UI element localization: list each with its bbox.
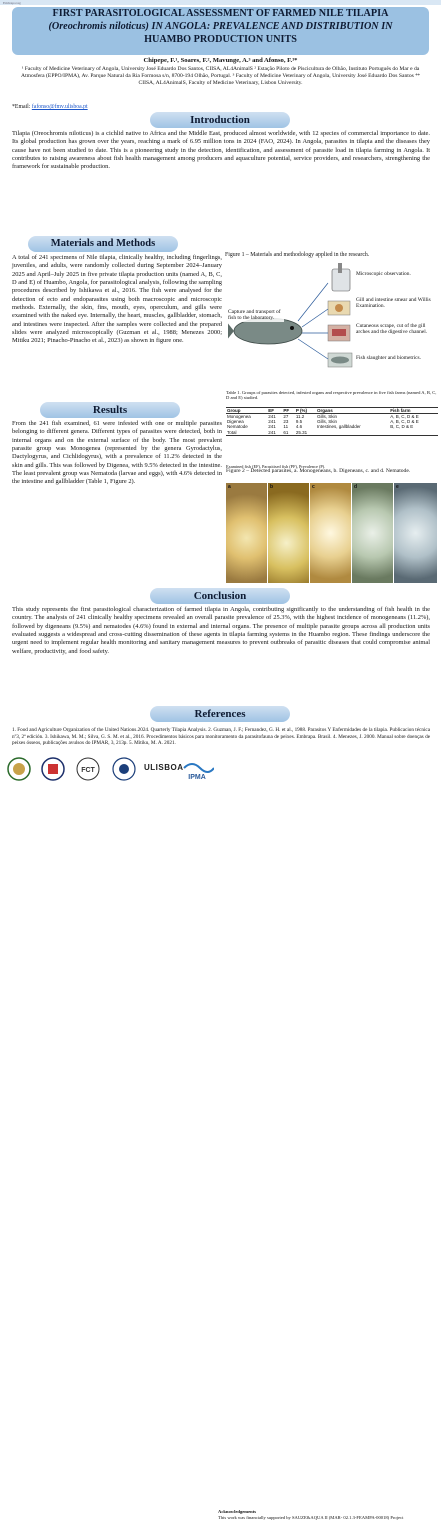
table-row-total: Total 241 61 25.31	[226, 430, 438, 436]
ack-title: Acknowledgements	[218, 1509, 257, 1514]
fish-tail	[228, 321, 234, 341]
methods-heading: Materials and Methods	[28, 236, 178, 252]
figure1-caption: Figure 1 – Materials and methodology applied in the research.	[225, 252, 370, 258]
methodology-diagram	[228, 261, 438, 383]
photo-digenean: b	[268, 483, 309, 583]
table-row: Digenea 241 23 9.5 Gills, Skin A, B, C, D & E	[227, 419, 419, 425]
figure2-caption: Figure 2 – Detected parasites, a. Monogeneans, b. Digeneans, c. and d. Nematode.	[226, 468, 411, 474]
col-p: P (%)	[295, 408, 316, 414]
col-pf: PF	[282, 408, 294, 414]
ulisboa-logo: ULISBOA	[144, 763, 184, 772]
arrow-to-smear	[302, 309, 328, 327]
fish-illustration	[234, 318, 302, 344]
step-microscopy: Microscopic observation.	[356, 271, 411, 277]
top-band	[0, 0, 441, 5]
figure1-diagram	[228, 261, 438, 383]
methods-text: A total of 241 specimens of Nile tilapia, clinically healthy, including fingerlings, juveniles, and adults, were randomly collected during September 2024–January 2025 and April–July 2025 in five private tilapia production units (named A, B, C, D and E) of Huambo, Angola, for parasitological analysis, following the sampling procedures described by Ishikawa et al., 2016. The fish were analysed for the detection of ecto and endoparasites using both macroscopic and microscopic methods. Externally, the skin, fins, mouth, eyes, operculum, and gills were examined with the naked eye. Internally, the heart, muscles, gallbladder, stomach, and intestines were inspected. After the samples were collected and the prepared slides were analyzed microscopically (Guzman et al., 1988; Menezes 2000; Mitiku 2021; Pinacho-Pinacho et al., 2023) as shown in figure one.	[12, 254, 222, 345]
fmv-uan-logo	[4, 756, 34, 782]
results-text: From the 241 fish examined, 61 were infested with one or multiple parasites belonging to different genera. Different types of parasites were detected, both in internal organs and on the external surface of the body. The most prevalent parasite group was Monogenea (represented by the genera Gyrodactylus, Dactylogyrus, and Cichlidogyrus), with a prevalence of 11.2% detected in the skin and gills. This was followed by Digenea, with 9.5% detected in the intestine. The least prevalent group was Nematoda (larvae and eggs), with 4.6% detected in the intestine and gallbladder (Table 1, Figure 2).	[12, 420, 222, 486]
contact-email	[12, 104, 88, 110]
photo-nematode: e	[394, 483, 437, 583]
step-smear: Gill and intestine smear and Willis Examination.	[356, 297, 431, 310]
poster-title	[12, 7, 429, 55]
email-link[interactable]: fafonso@fmv.ulisboa.pt	[31, 104, 88, 110]
results-heading: Results	[40, 402, 180, 418]
table-row: Monogenea 241 27 11.2 Gills, Skin A, B, C, D & E	[227, 414, 419, 419]
title-line-3: HUAMBO PRODUCTION UNITS	[144, 33, 297, 45]
conclusion-heading: Conclusion	[150, 588, 290, 604]
table1-note: Examined fish (EF), Parasitised fish (PF), Prevalence (P).	[226, 464, 326, 469]
svg-text:IPMA: IPMA	[188, 774, 206, 781]
references-text: 1. Food and Agriculture Organization of the United Nations.2024. Quarterly Tilapia Analysis. 2. Guzman, J. F.; Fernandez, G. H. et al., 1988. Parasitos Y Enfermidades de la tilapia. Publicacion técnica nº3, 2ª edición. 3. Ishikawa, M. M.; Silva, G. S. M. et al., 2016. Procedimentos básicos para monitoramento da parasitofauna de peixes. Embrapa. Brasil. 4. Menezes, J. 2000. Manual sobre doenças de peixes ósseos, publicações avulsos do IPMAR, 3, 213p. 5. Mitiku, M. A. 2021.	[12, 727, 430, 746]
photo-monogenean: a	[226, 483, 267, 583]
parasite-photos	[226, 483, 437, 583]
col-fish-farm: Fish farm	[389, 408, 438, 414]
introduction-text: Tilapia (Oreochromis niloticus) is a cichlid native to Africa and the Middle East, produced almost worldwide, with 12 species of commercial importance to date. Its global production has grown over the years, reaching a mark of 6.95 million tons in 2024 (FAO, 2024). In Angola, parasites in tilapia and the diseases they cause have not been studied to date. This is a pioneering study in the detection, identification, and assessment of parasite load in tilapia farming in Angola. It contributes to raising awareness about fish health management among producers and aquaculture potential, service providers, and researchers, strengthening the framework for sustainable production.	[12, 130, 430, 171]
ack-text: This work was financially supported by SAUZE&AQUA II (MAR- 02.1.3-FEAMPA-00018) Project	[218, 1515, 404, 1520]
introduction-heading: Introduction	[150, 112, 290, 128]
col-organs: Organs	[316, 408, 389, 414]
fct-logo	[72, 756, 104, 782]
svg-text:FCT: FCT	[81, 767, 95, 774]
col-ef: EF	[267, 408, 282, 414]
authors: Chipepe, F.¹, Soares, F.², Mavunge, A.³ and Afonso, F.³*	[143, 57, 298, 64]
table-row: Nematode 241 11 4.6 Intestines, gallbladder B, C, D & E	[227, 424, 414, 430]
fish-eye	[290, 326, 294, 330]
table1-caption: Table 1. Groups of parasites detected, infested organs and respective prevalence in five fish farms (named A, B, C, D and E) studied.	[226, 390, 437, 401]
step-slaughter: Fish slaughter and biometrics.	[356, 355, 421, 361]
uan-logo	[38, 756, 68, 782]
references-heading: References	[150, 706, 290, 722]
email-label: *Email:	[12, 104, 31, 110]
arrow-to-biometrics	[298, 339, 328, 359]
acknowledgements	[218, 1509, 438, 1521]
ipma-logo	[180, 756, 214, 782]
step-capture: Capture and transport of fish to the laboratory.	[228, 309, 284, 322]
photo-nematode-egg: d	[352, 483, 393, 583]
col-group: Group	[226, 408, 267, 414]
corner-tag: Embrapa tag	[3, 1, 21, 5]
fmv-lisbon-logo	[108, 756, 140, 782]
conclusion-text: This study represents the first parasitological characterization of farmed tilapia in Angola, contributing significantly to the understanding of fish health in the country. The analysis of 241 clinically healthy specimens revealed an overall parasite prevalence of 25.3%, with the highest incidence of monogeneans (11.2%), followed by digeneans (9.5%) and nematodes (4.6%) found in external and internal organs. The presence of multiple parasite groups across all production units evaluated suggests a widespread and cross-cutting dissemination of these agents in tilapia farming systems in the Huambo region. These findings underscore the urgent need to implement regular health monitoring and sanitary management measures to prevent outbreaks of parasitic diseases that could compromise animal welfare, productivity, and food safety.	[12, 606, 430, 655]
title-line-1: FIRST PARASITOLOGICAL ASSESSMENT OF FARMED NILE TILAPIA	[52, 8, 389, 19]
footer-logos	[0, 754, 441, 1520]
prevalence-table	[226, 407, 438, 436]
affiliations: ¹ Faculty of Medicine Veterinary of Angola, University José Eduardo Dos Santos, CIISA, AL4AnimalS ² Estação Piloto de Piscicultura de Olhão, Instituto Português do Mar e da Atmosfera (EPPO/IPMA), Av. Parque Natural da Ria Formosa s/n, 8700-194 Olhão, Portugal. ³ Faculty of Medicine Veterinary of Angola, University José Eduardo Dos Santos ⁴* CIISA, AL4AnimalS, Faculty of Medicine Veterinary, Lisbon University.	[21, 66, 420, 87]
step-dissection: Cutaneous scrape, cut of the gill arches and the digestive channel.	[356, 323, 428, 336]
photo-nematode-larva: c	[310, 483, 351, 583]
title-line-2: (Oreochromis niloticus) IN ANGOLA: PREVALENCE AND DISTRIBUTION IN	[48, 20, 393, 32]
arrow-to-microscope	[298, 283, 328, 321]
